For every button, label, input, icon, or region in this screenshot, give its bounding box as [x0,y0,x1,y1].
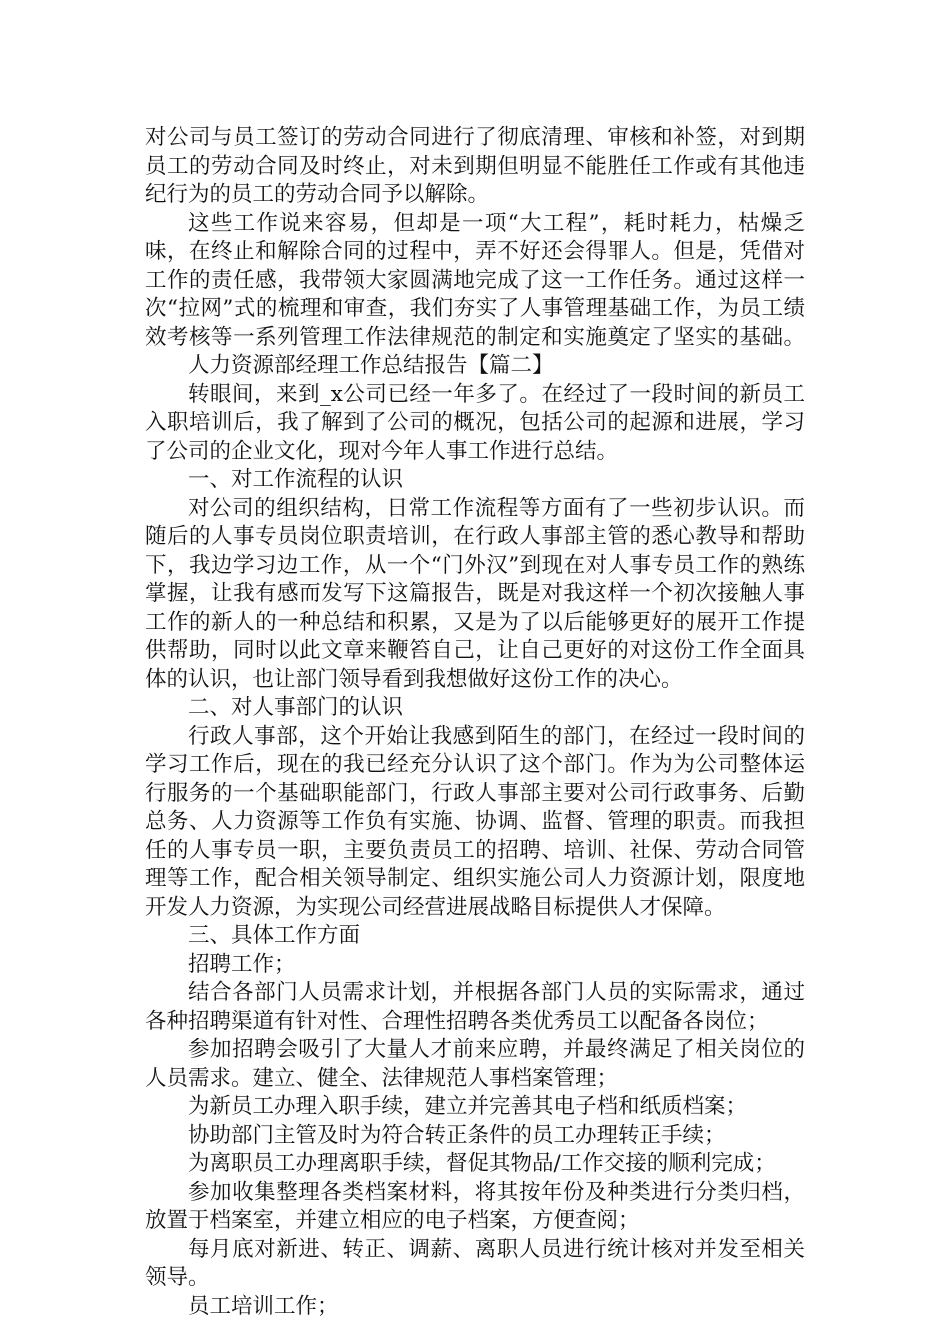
heading-specific-work: 三、具体工作方面 [188,923,361,948]
list-item-staffing-plan: 结合各部门人员需求计划，并根据各部门人员的实际需求，通过各种招聘渠道有针对性、合理性招聘各类优秀员工以配备各岗位； [145,980,805,1034]
paragraph-hr-department: 行政人事部，这个开始让我感到陌生的部门，在经过一段时间的学习工作后，现在的我已经充分认识了这个部门。作为为公司整体运行服务的一个基础职能部门，行政人事部主要对公司行政事务、后勤总务、人力资源等工作负有实施、协调、监督、管理的职责。而我担任的人事专员一职，主要负责员工的招聘、培训、社保、劳动合同管理等工作，配合相关领导制定、组织实施公司人力资源计划，限度地开发人力资源，为实现公司经营进展战略目标提供人才保障。 [145,723,805,920]
list-item-job-fair: 参加招聘会吸引了大量人才前来应聘，并最终满足了相关岗位的人员需求。建立、健全、法律规范人事档案管理； [145,1037,805,1091]
list-item-recruitment: 招聘工作； [188,951,296,977]
heading-hr-department: 二、对人事部门的认识 [188,695,404,720]
list-item-regularization: 协助部门主管及时为符合转正条件的员工办理转正手续； [188,1122,726,1148]
list-item-resignation: 为离职员工办理离职手续，督促其物品/工作交接的顺利完成； [188,1151,776,1176]
paragraph-intro: 转眼间，来到_x公司已经一年多了。在经过了一段时间的新员工入职培训后，我了解到了公司的概况，包括公司的起源和进展，学习了公司的企业文化，现对今年人事工作进行总结。 [145,381,805,464]
section-title-part-two: 人力资源部经理工作总结报告【篇二】 [188,353,554,378]
list-item-training: 员工培训工作； [188,1293,339,1319]
document-page [145,124,805,1321]
list-item-archives: 参加收集整理各类档案材料，将其按年份及种类进行分类归档，放置于档案室，并建立相应的电子档案，方便查阅； [145,1179,805,1233]
list-item-monthly-stats: 每月底对新进、转正、调薪、离职人员进行统计核对并发至相关领导。 [145,1236,805,1290]
paragraph-big-project [145,210,805,381]
paragraph-big-project-text: 这些工作说来容易，但却是一项“大工程”，耗时耗力，枯燥乏味，在终止和解除合同的过程中，弄不好还会得罪人。但是，凭借对工作的责任感，我带领大家圆满地完成了这一工作任务。通过这样一次“拉网”式的梳理和审查，我们夯实了人事管理基础工作，为员工绩效考核等一系列管理工作法律规范的制定和实施奠定了坚实的基础。 [145,210,805,350]
paragraph-contract-cleanup: 对公司与员工签订的劳动合同进行了彻底清理、审核和补签，对到期员工的劳动合同及时终止，对未到期但明显不能胜任工作或有其他违纪行为的员工的劳动合同予以解除。 [145,125,805,207]
list-item-onboarding: 为新员工办理入职手续，建立并完善其电子档和纸质档案； [188,1094,748,1119]
paragraph-workflow: 对公司的组织结构，日常工作流程等方面有了一些初步认识。而随后的人事专员岗位职责培训，在行政人事部主管的悉心教导和帮助下，我边学习边工作，从一个“门外汉”到现在对人事专员工作的熟练掌握，让我有感而发写下这篇报告，既是对我这样一个初次接触人事工作的新人的一种总结和积累，又是为了以后能够更好的展开工作提供帮助，同时以此文章来鞭笞自己，让自己更好的对这份工作全面具体的认识，也让部门领导看到我想做好这份工作的决心。 [145,495,805,692]
heading-workflow: 一、对工作流程的认识 [188,467,404,492]
